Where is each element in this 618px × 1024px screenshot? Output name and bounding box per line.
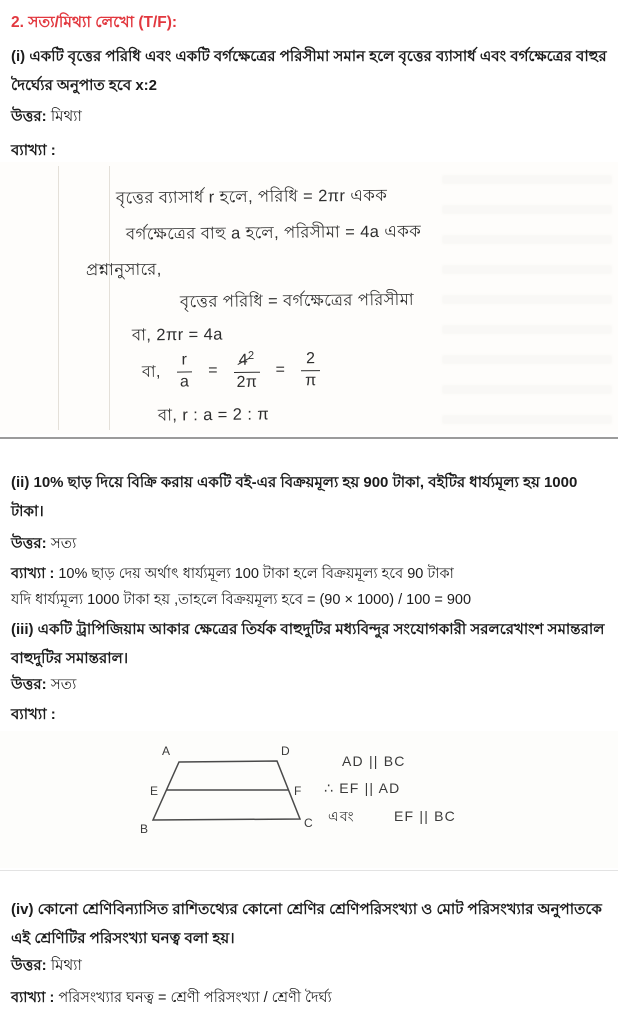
section-divider-light — [0, 870, 618, 871]
equals-sign: = — [275, 361, 286, 379]
vertex-label-d: D — [281, 744, 290, 758]
hw-line-square-side: বর্গক্ষেত্রের বাহু a হলে, পরিসীমা = 4a একক — [125, 222, 422, 244]
fraction-4-over-2pi: $\frac{4^2}{2\pi}$ — [234, 350, 260, 392]
question-iii-text: (iii) একটি ট্রাপিজিয়াম আকার ক্ষেত্রের তির্যক বাহুদুটির মধ্যবিন্দুর সংযোগকারী সরলরেখাংশ সমান্তরাল বাহুদুটির সমান্তরাল। — [11, 621, 605, 668]
explanation-ii-text1: 10% ছাড় দেয় অর্থাৎ ধার্য্যমূল্য 100 টাকা হলে বিক্রয়মূল্য হবে 90 টাকা — [58, 566, 454, 582]
diagram-note-ef-parallel-ad: ∴ EF || AD — [324, 780, 401, 796]
hw-line-fraction-equation — [136, 349, 326, 393]
explanation-ii-line2: যদি ধার্য্যমূল্য 1000 টাকা হয় ,তাহলে বিক্রয়মূল্য হবে = (90 × 1000) / 100 = 900 — [11, 592, 472, 608]
vertex-label-c: C — [304, 816, 313, 830]
fraction-2-over-pi: $\frac{2}{\pi}$ — [301, 350, 321, 390]
vertex-label-b: B — [140, 822, 149, 836]
explanation-iv-line — [11, 986, 610, 1011]
diagram-note-ad-parallel-bc: AD || BC — [342, 753, 406, 769]
notebook-margin-line — [58, 166, 59, 430]
vertex-label-a: A — [162, 744, 171, 758]
explain-label-i — [11, 139, 610, 164]
page-bleedthrough-artifact — [442, 168, 612, 424]
question-ii-text: (ii) 10% ছাড় দিয়ে বিক্রি করায় একটি বই-এর বিক্রয়মূল্য হয় 900 টাকা, বইটির ধার্য্যমূল্য হয় 1000 টাকা। — [11, 474, 578, 521]
hw-line-according-to-question: প্রশ্নানুসারে, — [85, 260, 162, 280]
hw-line-circle-radius: বৃত্তের ব্যাসার্ধ r হলে, পরিধি = 2πr একক — [115, 186, 388, 208]
answer-label: উত্তর: — [11, 108, 47, 125]
answer-value-i: মিথ্যা — [50, 108, 82, 125]
fraction-r-over-a: $\frac{r}{a}$ — [176, 352, 192, 392]
handwritten-solution-image — [0, 162, 618, 434]
explain-label: ব্যাখ্যা : — [11, 566, 55, 582]
section-divider — [0, 437, 618, 439]
diagram-note-and-word: এবং — [328, 808, 355, 824]
answer-label: উত্তর: — [11, 957, 47, 974]
answer-label: উত্তর: — [11, 676, 47, 693]
explanation-iv-text: পরিসংখ্যার ঘনত্ব = শ্রেণী পরিসংখ্যা / শ্রেণী দৈর্ঘ্য — [58, 990, 332, 1006]
explain-label: ব্যাখ্যা : — [11, 142, 56, 159]
hw-line-ratio-result: বা, r : a = 2 : π — [157, 405, 270, 425]
equals-sign: = — [208, 362, 219, 380]
hw-line-2pir-4a: বা, 2πr = 4a — [131, 325, 223, 345]
question-iv-text: (iv) কোনো শ্রেণিবিন্যাসিত রাশিতথ্যের কোনো শ্রেণির শ্রেণিপরিসংখ্যা ও মোট পরিসংখ্যার অনুপাতকে এই শ্রেণিটির পরিসংখ্যা ঘনত্ব বলা হয়। — [11, 901, 602, 948]
hw-or-prefix: বা, — [141, 363, 161, 381]
answer-line-iii — [11, 673, 610, 698]
explain-label: ব্যাখ্যা : — [11, 706, 56, 723]
explanation-ii-line1 — [11, 562, 610, 587]
hw-line-perimeter-equality: বৃত্তের পরিধি = বর্গক্ষেত্রের পরিসীমা — [179, 290, 415, 312]
cancelled-four: 4 — [238, 352, 249, 370]
notebook-margin-line — [109, 166, 110, 430]
answer-line-i — [11, 105, 610, 130]
explain-label-iii — [11, 703, 610, 728]
question-i-text: (i) একটি বৃত্তের পরিধি এবং একটি বর্গক্ষেত্রের পরিসীমা সমান হলে বৃত্তের ব্যাসার্ধ এবং বর্গক্ষেত্রের বাহুর দৈর্ঘ্যের অনুপাত হবে x:2 — [11, 48, 607, 95]
answer-value-iii: সত্য — [50, 676, 77, 693]
diagram-note-ef-parallel-bc: EF || BC — [394, 808, 456, 824]
vertex-label-f: F — [294, 784, 302, 798]
trapezium-diagram-image — [0, 731, 618, 868]
cancel-superscript: 2 — [247, 349, 255, 362]
answer-line-iv — [11, 954, 610, 979]
vertex-label-e: E — [150, 784, 159, 798]
answer-value-iv: মিথ্যা — [50, 957, 82, 974]
answer-line-ii — [11, 532, 610, 557]
answer-label: উত্তর: — [11, 535, 47, 552]
section-heading: 2. সত্য/মিথ্যা লেখো (T/F): — [11, 14, 178, 31]
trapezium-svg — [118, 733, 598, 865]
answer-value-ii: সত্য — [50, 535, 77, 552]
explain-label: ব্যাখ্যা : — [11, 990, 55, 1006]
